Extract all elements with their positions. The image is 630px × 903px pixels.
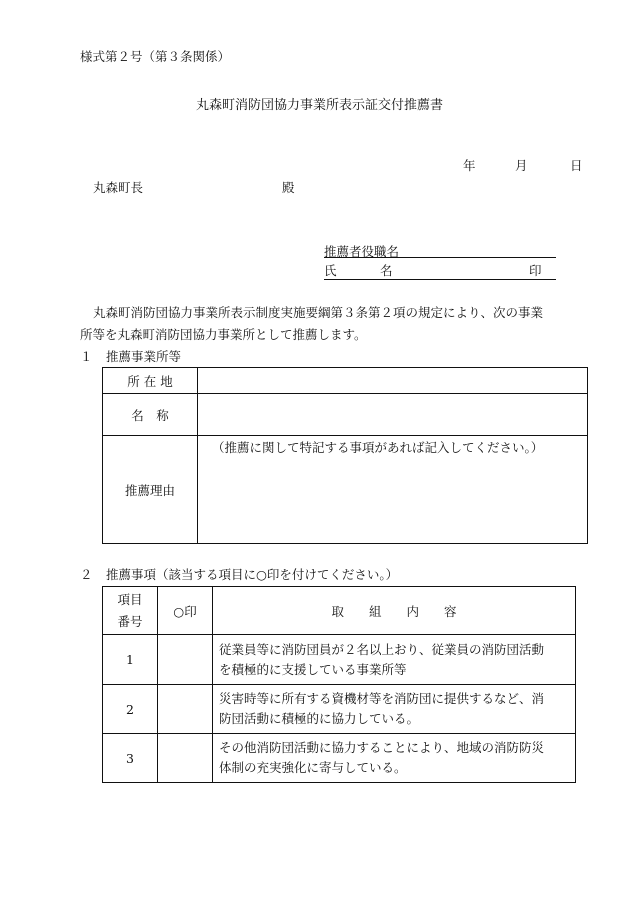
recommender-name-label-1: 氏 xyxy=(324,263,337,278)
mark-cell[interactable] xyxy=(158,734,213,783)
section1-table xyxy=(102,367,588,544)
addressee-honorific: 殿 xyxy=(282,180,295,195)
table-row xyxy=(103,368,588,394)
mark-cell[interactable] xyxy=(158,685,213,734)
name-input-cell[interactable] xyxy=(198,394,588,436)
recommender-name-label-2: 名 xyxy=(380,263,393,278)
section1-number: １ xyxy=(80,349,93,364)
content-line: 体制の充実強化に寄与している。 xyxy=(219,760,407,775)
section2-table xyxy=(102,586,576,783)
table-row xyxy=(103,635,576,685)
date-month-label: 月 xyxy=(515,158,528,173)
content-cell xyxy=(213,734,576,783)
reason-label: 推薦理由 xyxy=(103,436,198,544)
reason-input-cell[interactable] xyxy=(198,436,588,544)
table-row xyxy=(103,394,588,436)
content-line: その他消防団活動に協力することにより、地域の消防防災 xyxy=(219,740,545,755)
body-text-line-1: 丸森町消防団協力事業所表示制度実施要綱第３条第２項の規定により、次の事業 xyxy=(93,305,544,320)
page-title: 丸森町消防団協力事業所表示証交付推薦書 xyxy=(196,98,444,113)
recommender-name-field[interactable] xyxy=(324,263,556,280)
content-cell xyxy=(213,685,576,734)
name-label: 名 称 xyxy=(103,394,198,436)
table-row xyxy=(103,734,576,783)
content-header: 取 組 内 容 xyxy=(213,587,576,635)
content-line: 従業員等に消防団員が２名以上おり、従業員の消防団活動 xyxy=(219,641,545,657)
section2-number: ２ xyxy=(80,567,93,582)
form-number: 様式第２号（第３条関係） xyxy=(80,49,231,64)
location-label: 所 在 地 xyxy=(103,368,198,394)
row-number: 2 xyxy=(103,685,158,734)
addressee-name: 丸森町長 xyxy=(93,180,144,195)
content-line: 防団活動に積極的に協力している。 xyxy=(219,711,420,726)
content-line: 災害時等に所有する資機材等を消防団に提供するなど、消 xyxy=(219,691,545,706)
reason-note: （推薦に関して特記する事項があれば記入してください。） xyxy=(212,440,544,455)
item-number-header-line-2: 番号 xyxy=(117,613,143,629)
content-cell xyxy=(213,635,576,685)
seal-label: 印 xyxy=(529,263,542,278)
table-row xyxy=(103,685,576,734)
mark-header: ○印 xyxy=(158,587,213,635)
date-day-label: 日 xyxy=(570,158,583,173)
row-number: 3 xyxy=(103,734,158,783)
location-input-cell[interactable] xyxy=(198,368,588,394)
item-number-header xyxy=(103,587,158,635)
table-header-row xyxy=(103,587,576,635)
section1-heading: 推薦事業所等 xyxy=(106,349,182,364)
section2-heading: 推薦事項（該当する項目に○印を付けてください。） xyxy=(106,567,399,582)
recommender-position-label: 推薦者役職名 xyxy=(324,244,400,259)
body-text-line-2: 所等を丸森町消防団協力事業所として推薦します。 xyxy=(80,327,367,342)
item-number-header-line-1: 項目 xyxy=(117,591,143,607)
content-line: を積極的に支援している事業所等 xyxy=(219,661,407,677)
table-row xyxy=(103,436,588,544)
row-number: 1 xyxy=(103,635,158,685)
recommender-position-field[interactable] xyxy=(324,241,556,258)
mark-cell[interactable] xyxy=(158,635,213,685)
date-year-label: 年 xyxy=(463,158,476,173)
